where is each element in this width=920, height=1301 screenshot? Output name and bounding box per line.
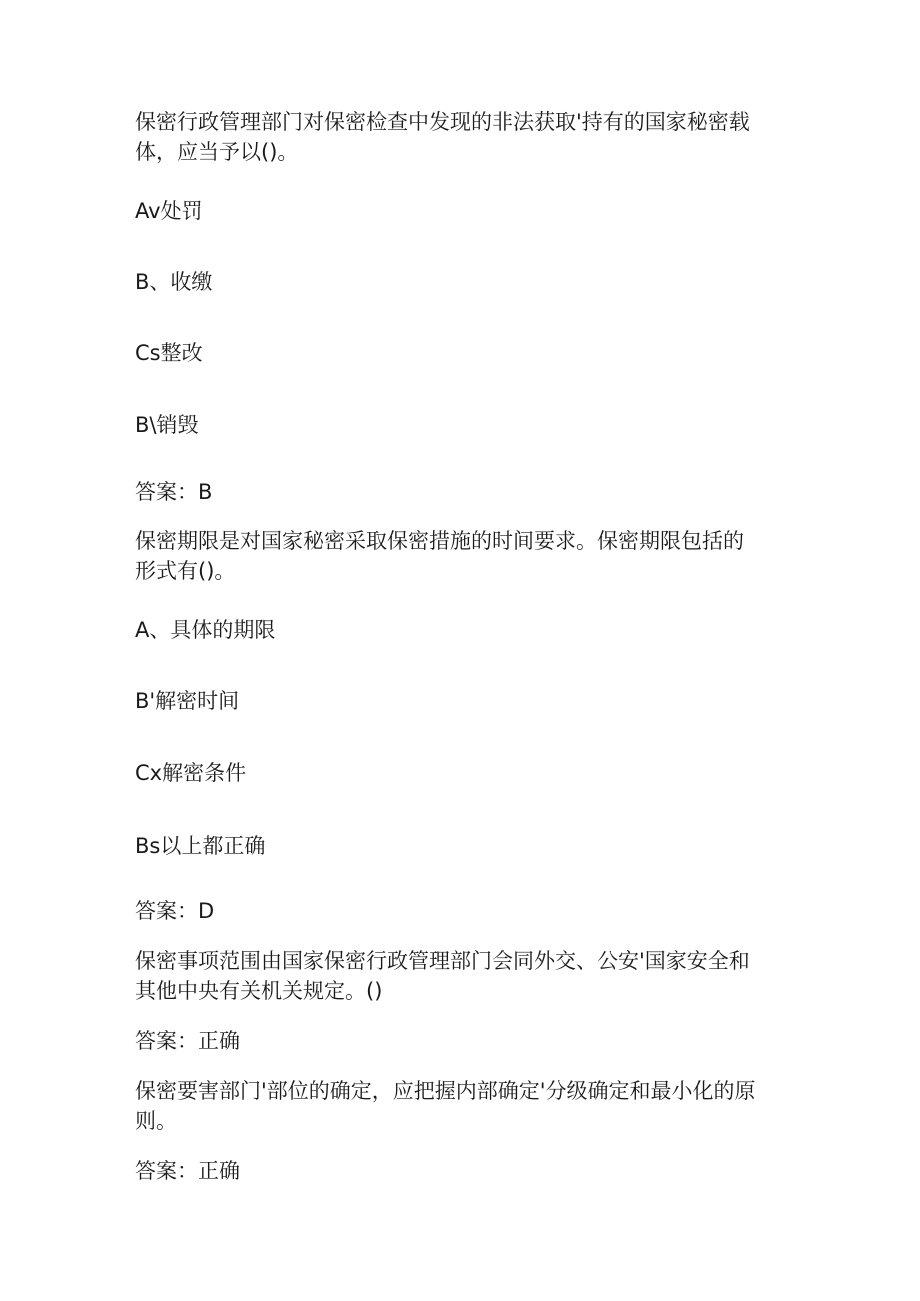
question-1-option-a: Av处罚 — [135, 199, 203, 223]
question-2-answer: 答案：D — [135, 899, 215, 923]
question-2-option-a: A、具体的期限 — [135, 618, 276, 642]
question-1-option-b: B、收缴 — [135, 270, 213, 294]
question-1-option-d: B\销毁 — [135, 413, 199, 437]
question-4-stem-line-2: 则。 — [135, 1109, 177, 1133]
question-4-stem-line-1: 保密要害部门'部位的确定，应把握内部确定'分级确定和最小化的原 — [135, 1079, 756, 1103]
question-2-option-c: Cx解密条件 — [135, 761, 247, 785]
question-2-option-b: B'解密时间 — [135, 689, 240, 713]
question-2-stem-line-2: 形式有()。 — [135, 559, 236, 583]
question-3-stem-line-2: 其他中央有关机关规定。() — [135, 979, 383, 1003]
question-1-option-c: Cs整改 — [135, 341, 203, 365]
question-1-stem-line-1: 保密行政管理部门对保密检查中发现的非法获取'持有的国家秘密载 — [135, 110, 750, 134]
question-2-stem-line-1: 保密期限是对国家秘密采取保密措施的时间要求。保密期限包括的 — [135, 529, 744, 553]
question-2-option-d: Bs以上都正确 — [135, 834, 266, 858]
question-3-stem-line-1: 保密事项范围由国家保密行政管理部门会同外交、公安'国家安全和 — [135, 949, 750, 973]
question-3-answer: 答案：正确 — [135, 1029, 240, 1053]
question-1-answer: 答案：B — [135, 480, 213, 504]
question-4-answer: 答案：正确 — [135, 1159, 240, 1183]
question-1-stem-line-2: 体，应当予以()。 — [135, 140, 299, 164]
